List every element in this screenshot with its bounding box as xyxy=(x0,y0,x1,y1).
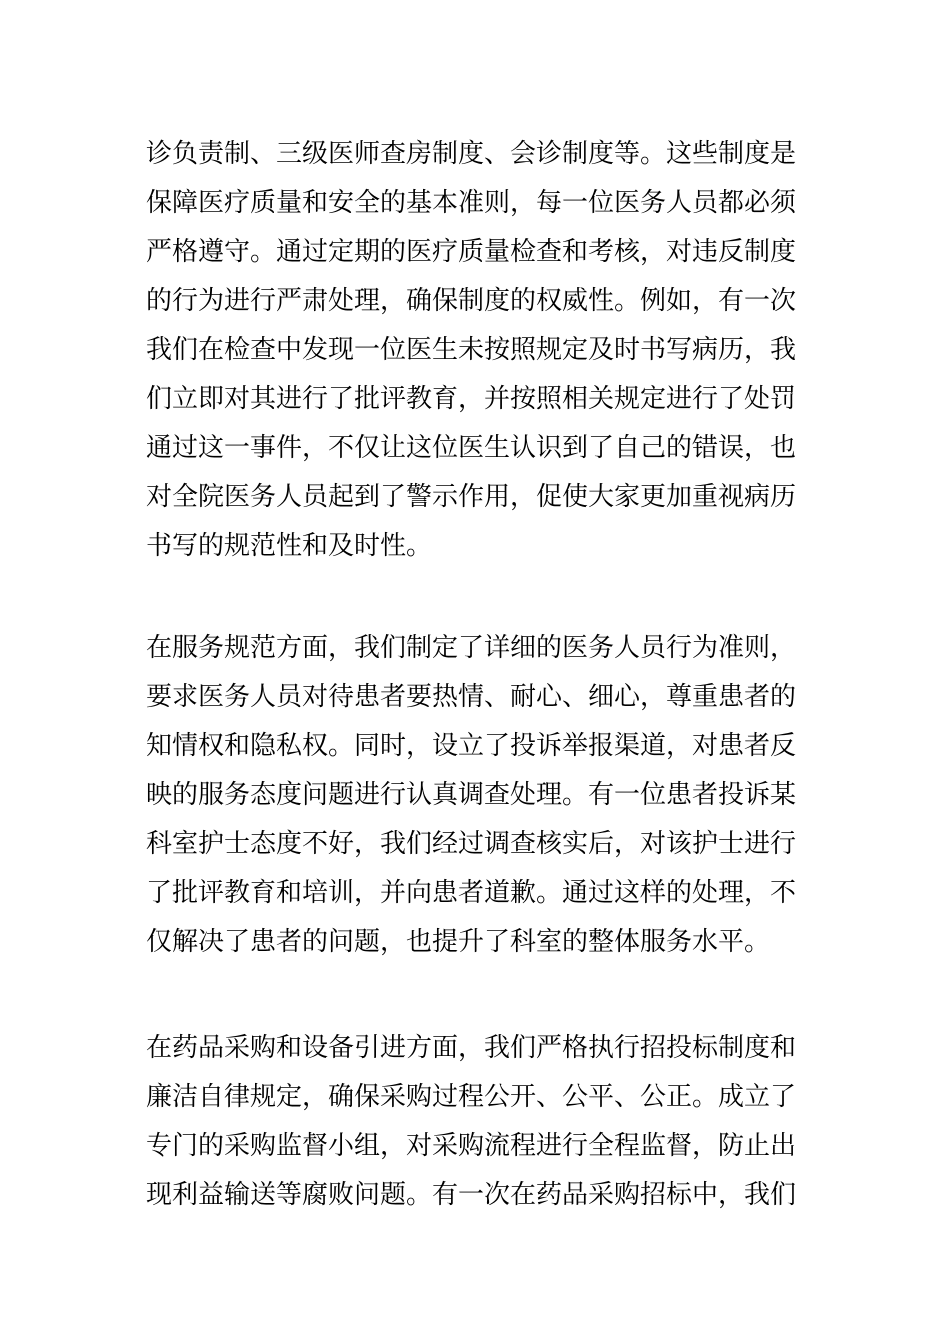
text-line: 专门的采购监督小组，对采购流程进行全程监督，防止出 xyxy=(146,1131,797,1161)
text-line: 映的服务态度问题进行认真调查处理。有一位患者投诉某 xyxy=(146,780,797,810)
paragraph-3 xyxy=(146,1024,826,1220)
text-line: 严格遵守。通过定期的医疗质量检查和考核，对违反制度 xyxy=(146,237,797,267)
text-line: 的行为进行严肃处理，确保制度的权威性。例如，有一次 xyxy=(146,286,797,316)
text-line: 了批评教育和培训，并向患者道歉。通过这样的处理，不 xyxy=(146,878,797,908)
paragraph-1 xyxy=(146,130,826,571)
text-line: 在服务规范方面，我们制定了详细的医务人员行为准则， xyxy=(146,633,797,663)
text-line: 我们在检查中发现一位医生未按照规定及时书写病历，我 xyxy=(146,335,797,365)
text-line: 诊负责制、三级医师查房制度、会诊制度等。这些制度是 xyxy=(146,139,797,169)
text-line: 对全院医务人员起到了警示作用，促使大家更加重视病历 xyxy=(146,482,797,512)
text-line: 知情权和隐私权。同时，设立了投诉举报渠道，对患者反 xyxy=(146,731,797,761)
text-line: 现利益输送等腐败问题。有一次在药品采购招标中，我们 xyxy=(146,1180,797,1210)
paragraph-2 xyxy=(146,624,826,967)
text-line: 们立即对其进行了批评教育，并按照相关规定进行了处罚 xyxy=(146,384,797,414)
text-line: 科室护士态度不好，我们经过调查核实后，对该护士进行 xyxy=(146,829,797,859)
text-line: 仅解决了患者的问题，也提升了科室的整体服务水平。 xyxy=(146,927,771,957)
text-line: 书写的规范性和及时性。 xyxy=(146,531,433,561)
text-line: 保障医疗质量和安全的基本准则，每一位医务人员都必须 xyxy=(146,188,797,218)
text-line: 要求医务人员对待患者要热情、耐心、细心，尊重患者的 xyxy=(146,682,797,712)
text-line: 通过这一事件，不仅让这位医生认识到了自己的错误，也 xyxy=(146,433,797,463)
text-line: 在药品采购和设备引进方面，我们严格执行招投标制度和 xyxy=(146,1033,797,1063)
text-line: 廉洁自律规定，确保采购过程公开、公平、公正。成立了 xyxy=(146,1082,797,1112)
